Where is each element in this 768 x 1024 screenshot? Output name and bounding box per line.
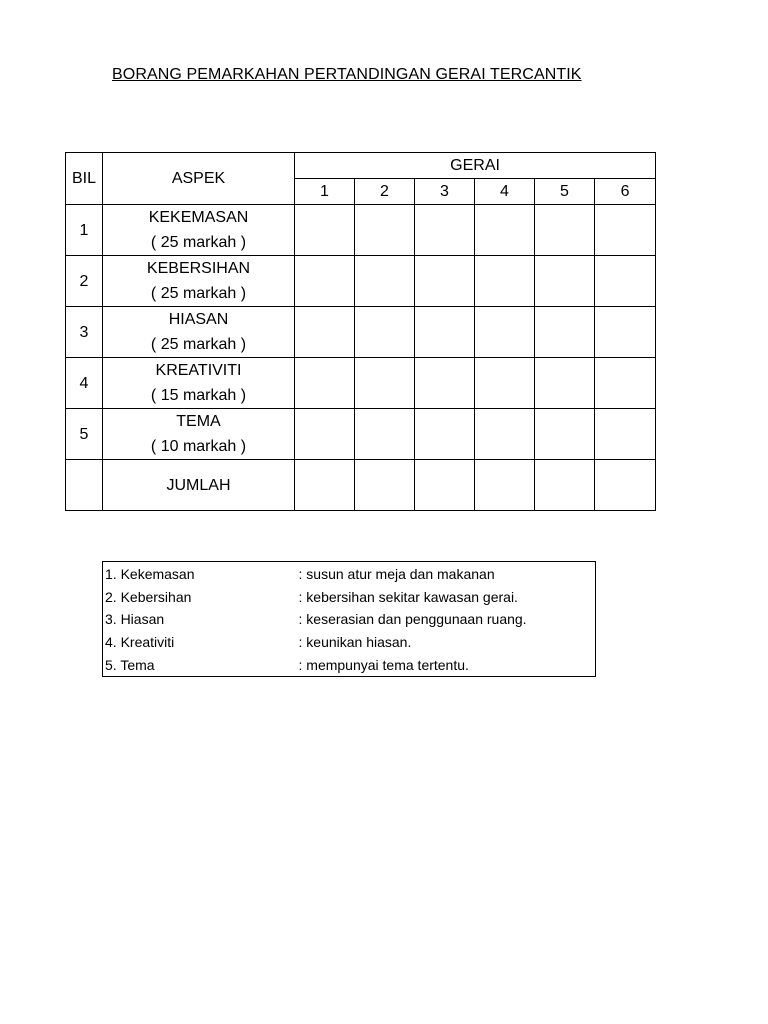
aspect-marks: ( 25 markah ): [150, 285, 247, 302]
aspect-marks: ( 25 markah ): [150, 234, 247, 251]
score-cell[interactable]: [535, 358, 595, 409]
score-cell[interactable]: [475, 409, 535, 460]
gerai-number: 1: [295, 179, 355, 205]
total-label: JUMLAH: [103, 460, 295, 511]
score-cell[interactable]: [355, 307, 415, 358]
score-cell[interactable]: [415, 256, 475, 307]
aspect-name: KEKEMASAN: [148, 209, 249, 226]
score-cell[interactable]: [295, 358, 355, 409]
gerai-number: 5: [535, 179, 595, 205]
score-cell[interactable]: [355, 409, 415, 460]
score-cell[interactable]: [535, 409, 595, 460]
aspect-name: HIASAN: [168, 311, 229, 328]
row-number-empty: [66, 460, 103, 511]
legend-desc: : susun atur meja dan makanan: [298, 566, 495, 583]
aspect-cell: [103, 358, 295, 409]
table-row: [66, 205, 656, 256]
aspect-cell: [103, 205, 295, 256]
score-cell[interactable]: [355, 205, 415, 256]
legend-term: 2. Kebersihan: [105, 588, 192, 605]
table-row: [66, 358, 656, 409]
score-cell[interactable]: [295, 409, 355, 460]
criteria-legend: [102, 561, 596, 677]
score-cell[interactable]: [475, 307, 535, 358]
gerai-number: 4: [475, 179, 535, 205]
aspect-name: TEMA: [176, 413, 221, 430]
score-cell[interactable]: [475, 205, 535, 256]
score-cell[interactable]: [475, 256, 535, 307]
header-gerai: GERAI: [295, 153, 656, 179]
score-cell[interactable]: [595, 358, 656, 409]
table-row: [66, 256, 656, 307]
total-cell[interactable]: [475, 460, 535, 511]
gerai-number: 3: [415, 179, 475, 205]
score-cell[interactable]: [415, 307, 475, 358]
total-cell[interactable]: [415, 460, 475, 511]
score-cell[interactable]: [595, 409, 656, 460]
header-bil: BIL: [66, 153, 103, 205]
score-cell[interactable]: [475, 358, 535, 409]
table-header-row: [66, 153, 656, 179]
legend-term: 5. Tema: [105, 656, 155, 673]
legend-desc: : keunikan hiasan.: [298, 634, 412, 651]
legend-item: [103, 653, 596, 676]
score-cell[interactable]: [595, 256, 656, 307]
table-row: [66, 409, 656, 460]
aspect-marks: ( 25 markah ): [150, 336, 247, 353]
score-cell[interactable]: [295, 256, 355, 307]
legend-item: [103, 631, 596, 654]
aspect-name: KREATIVITI: [155, 362, 242, 379]
total-cell[interactable]: [295, 460, 355, 511]
total-cell[interactable]: [595, 460, 656, 511]
score-cell[interactable]: [535, 256, 595, 307]
score-cell[interactable]: [595, 205, 656, 256]
total-cell[interactable]: [355, 460, 415, 511]
row-number: 1: [66, 205, 103, 256]
gerai-number: 2: [355, 179, 415, 205]
row-number: 3: [66, 307, 103, 358]
score-cell[interactable]: [535, 307, 595, 358]
score-cell[interactable]: [355, 358, 415, 409]
legend-desc: : kebersihan sekitar kawasan gerai.: [298, 588, 518, 605]
aspect-marks: ( 10 markah ): [150, 438, 247, 455]
aspect-cell: [103, 409, 295, 460]
page-title: BORANG PEMARKAHAN PERTANDINGAN GERAI TERCANTIK: [112, 66, 582, 83]
legend-term: 3. Hiasan: [105, 611, 165, 628]
score-cell[interactable]: [295, 307, 355, 358]
legend-item: [103, 608, 596, 631]
legend-desc: : keserasian dan penggunaan ruang.: [298, 611, 527, 628]
legend-item: [103, 586, 596, 609]
header-aspek: ASPEK: [103, 153, 295, 205]
legend-term: 4. Kreativiti: [105, 634, 175, 651]
total-cell[interactable]: [535, 460, 595, 511]
aspect-cell: [103, 256, 295, 307]
score-cell[interactable]: [355, 256, 415, 307]
row-number: 4: [66, 358, 103, 409]
total-row: [66, 460, 656, 511]
scoring-table: [65, 152, 656, 511]
legend-desc: : mempunyai tema tertentu.: [298, 656, 469, 673]
legend-term: 1. Kekemasan: [105, 566, 195, 583]
score-cell[interactable]: [295, 205, 355, 256]
legend-item: [103, 562, 596, 586]
score-cell[interactable]: [535, 205, 595, 256]
table-row: [66, 307, 656, 358]
aspect-cell: [103, 307, 295, 358]
score-cell[interactable]: [415, 205, 475, 256]
aspect-marks: ( 15 markah ): [150, 387, 247, 404]
row-number: 2: [66, 256, 103, 307]
score-cell[interactable]: [415, 409, 475, 460]
aspect-name: KEBERSIHAN: [146, 260, 251, 277]
row-number: 5: [66, 409, 103, 460]
score-cell[interactable]: [595, 307, 656, 358]
gerai-number: 6: [595, 179, 656, 205]
score-cell[interactable]: [415, 358, 475, 409]
